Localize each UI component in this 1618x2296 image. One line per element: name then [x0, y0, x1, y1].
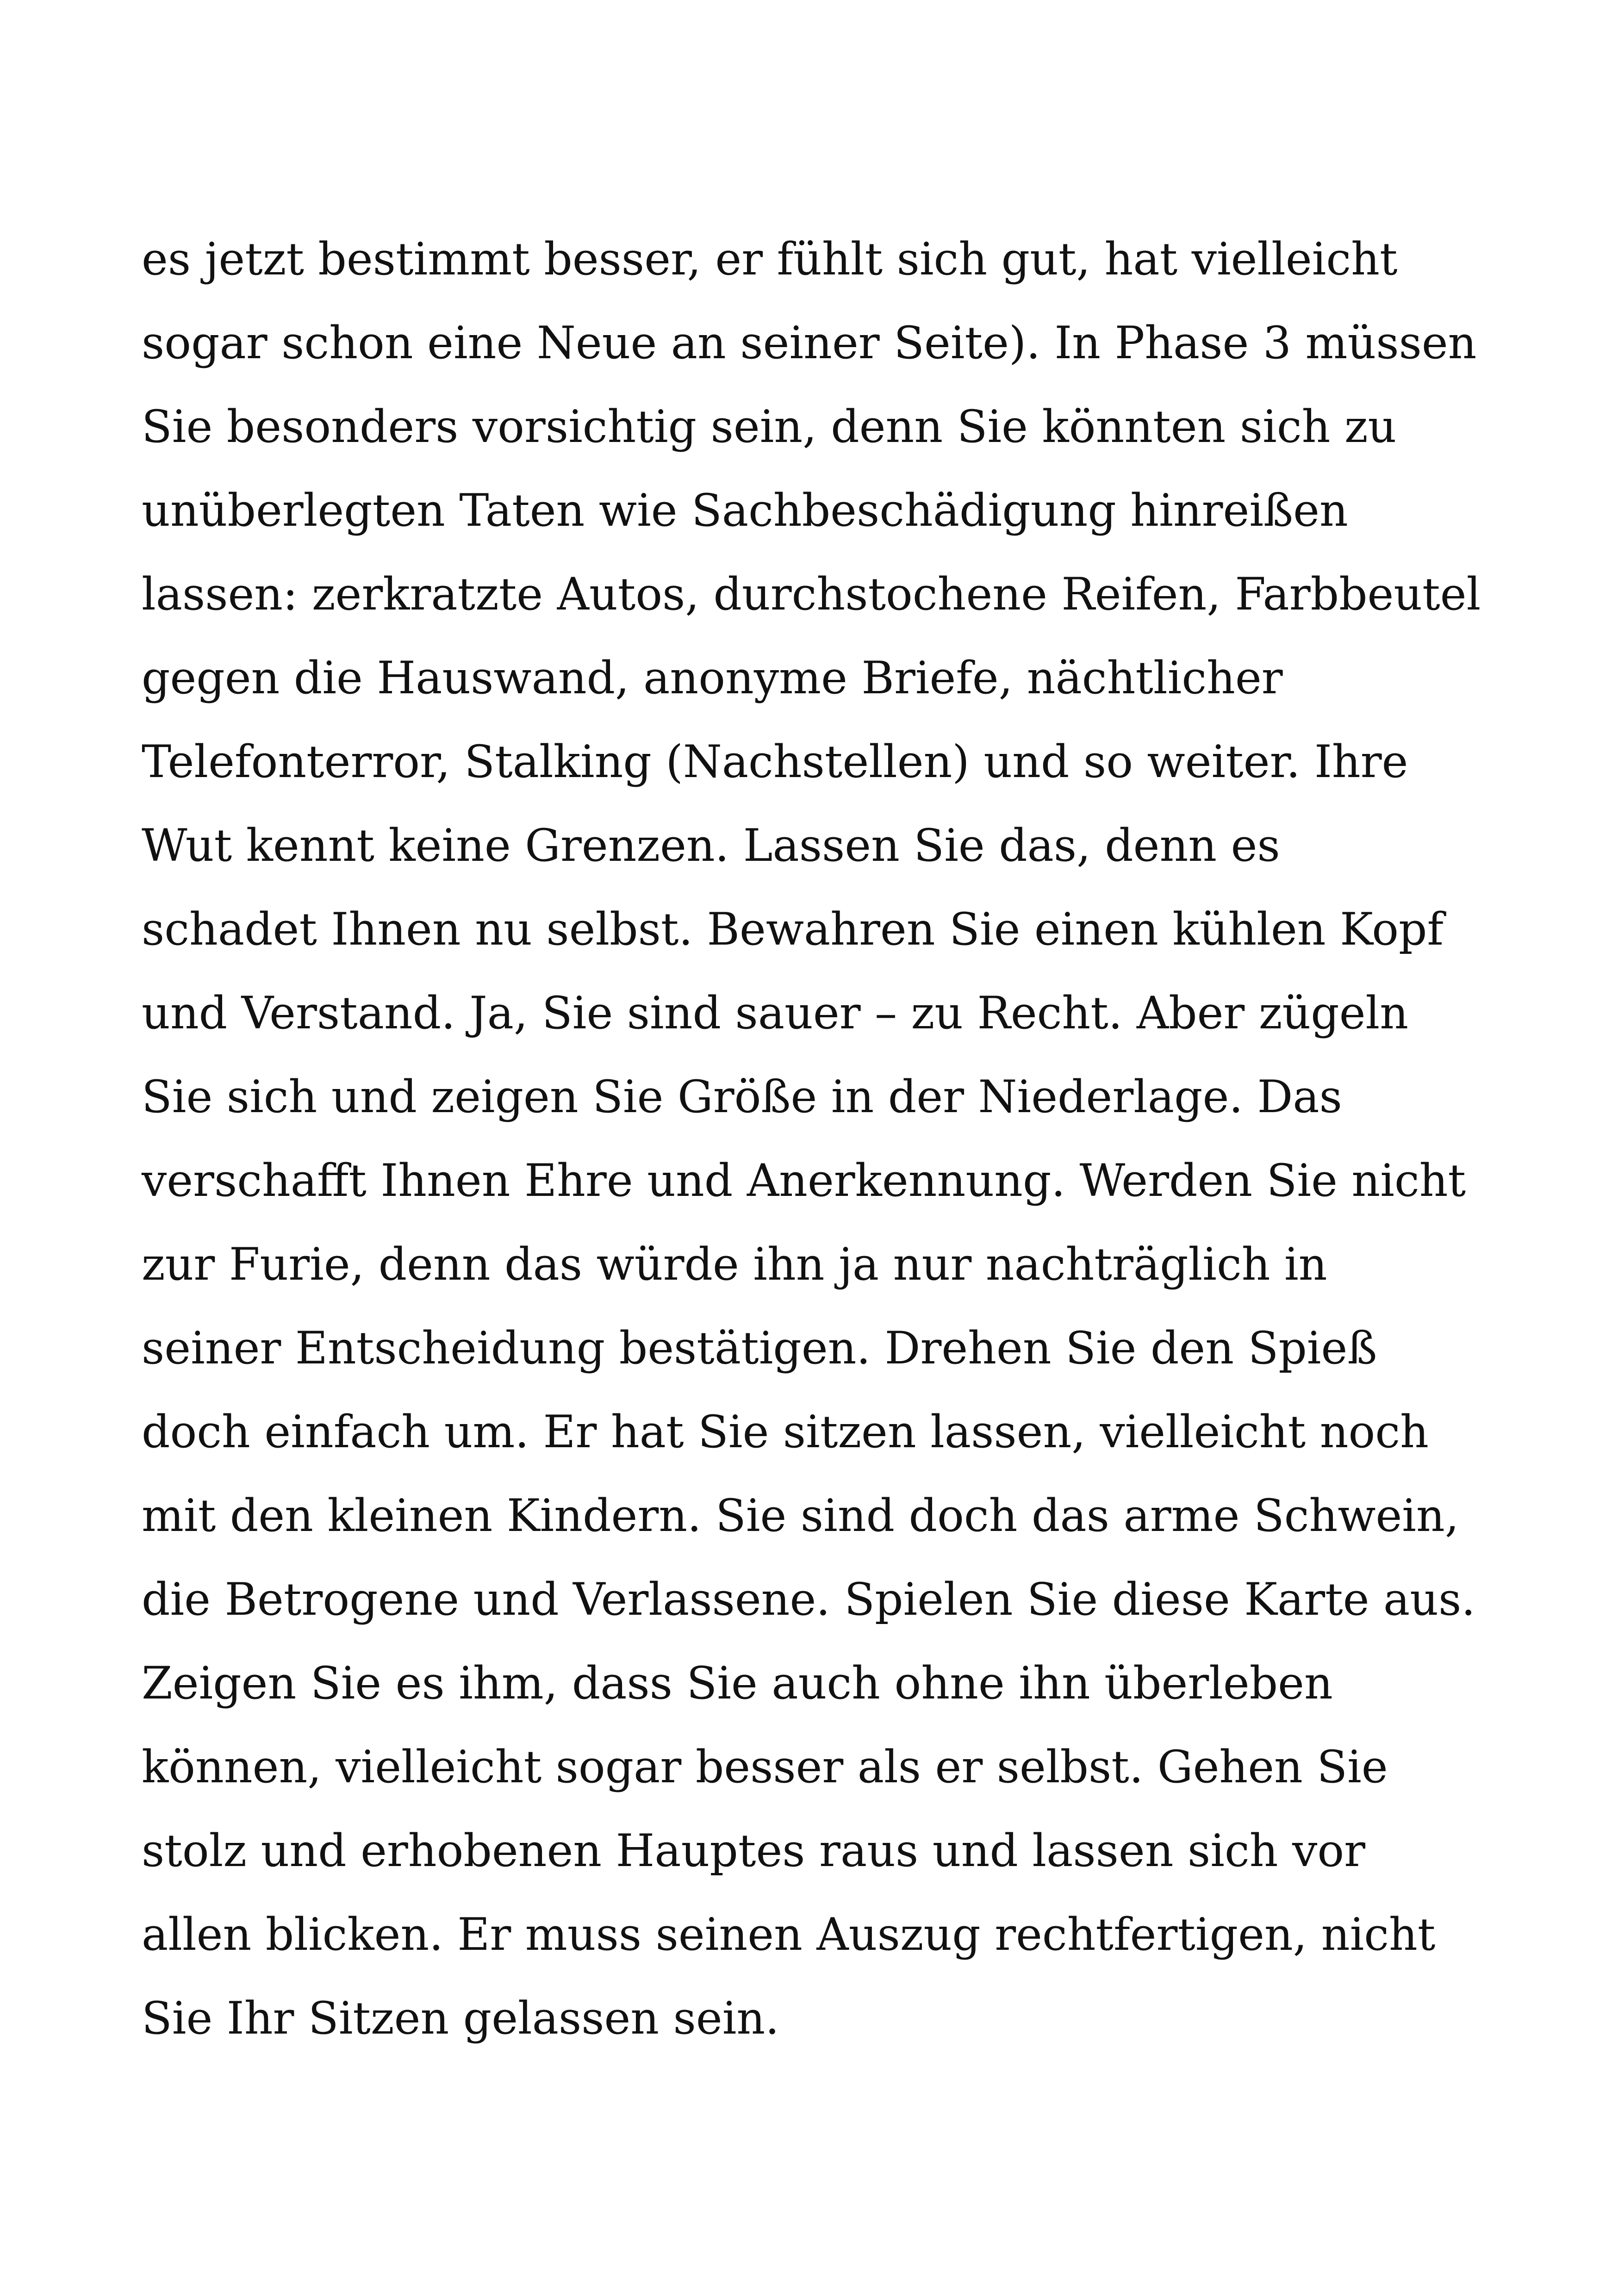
text-line: Sie Ihr Sitzen gelassen sein. — [142, 1992, 779, 2044]
text-line: unüberlegten Taten wie Sachbeschädigung hinreißen — [142, 485, 1348, 536]
body-paragraph — [142, 218, 1530, 2060]
text-line: mit den kleinen Kindern. Sie sind doch das arme Schwein, — [142, 1490, 1459, 1542]
text-line: Sie besonders vorsichtig sein, denn Sie könnten sich zu — [142, 401, 1397, 453]
text-line: es jetzt bestimmt besser, er fühlt sich gut, hat vielleicht — [142, 233, 1398, 285]
text-line: sogar schon eine Neue an seiner Seite). In Phase 3 müssen — [142, 317, 1477, 369]
text-line: schadet Ihnen nu selbst. Bewahren Sie einen kühlen Kopf — [142, 903, 1444, 955]
text-line: allen blicken. Er muss seinen Auszug rechtfertigen, nicht — [142, 1909, 1436, 1960]
text-line: doch einfach um. Er hat Sie sitzen lassen, vielleicht noch — [142, 1406, 1429, 1458]
text-line: lassen: zerkratzte Autos, durchstochene Reifen, Farbbeutel — [142, 568, 1481, 620]
text-line: zur Furie, denn das würde ihn ja nur nachträglich in — [142, 1238, 1327, 1290]
text-line: Wut kennt keine Grenzen. Lassen Sie das, denn es — [142, 820, 1280, 871]
text-line: und Verstand. Ja, Sie sind sauer – zu Recht. Aber zügeln — [142, 987, 1409, 1039]
text-line: Sie sich und zeigen Sie Größe in der Niederlage. Das — [142, 1071, 1342, 1123]
text-line: Zeigen Sie es ihm, dass Sie auch ohne ihn überleben — [142, 1657, 1333, 1709]
text-line: stolz und erhobenen Hauptes raus und lassen sich vor — [142, 1825, 1366, 1877]
text-line: können, vielleicht sogar besser als er selbst. Gehen Sie — [142, 1741, 1388, 1793]
text-line: die Betrogene und Verlassene. Spielen Sie diese Karte aus. — [142, 1574, 1475, 1625]
text-line: seiner Entscheidung bestätigen. Drehen Sie den Spieß — [142, 1322, 1377, 1374]
text-line: gegen die Hauswand, anonyme Briefe, nächtlicher — [142, 652, 1283, 704]
text-line: Telefonterror, Stalking (Nachstellen) und so weiter. Ihre — [142, 736, 1408, 788]
text-line: verschafft Ihnen Ehre und Anerkennung. Werden Sie nicht — [142, 1155, 1466, 1207]
